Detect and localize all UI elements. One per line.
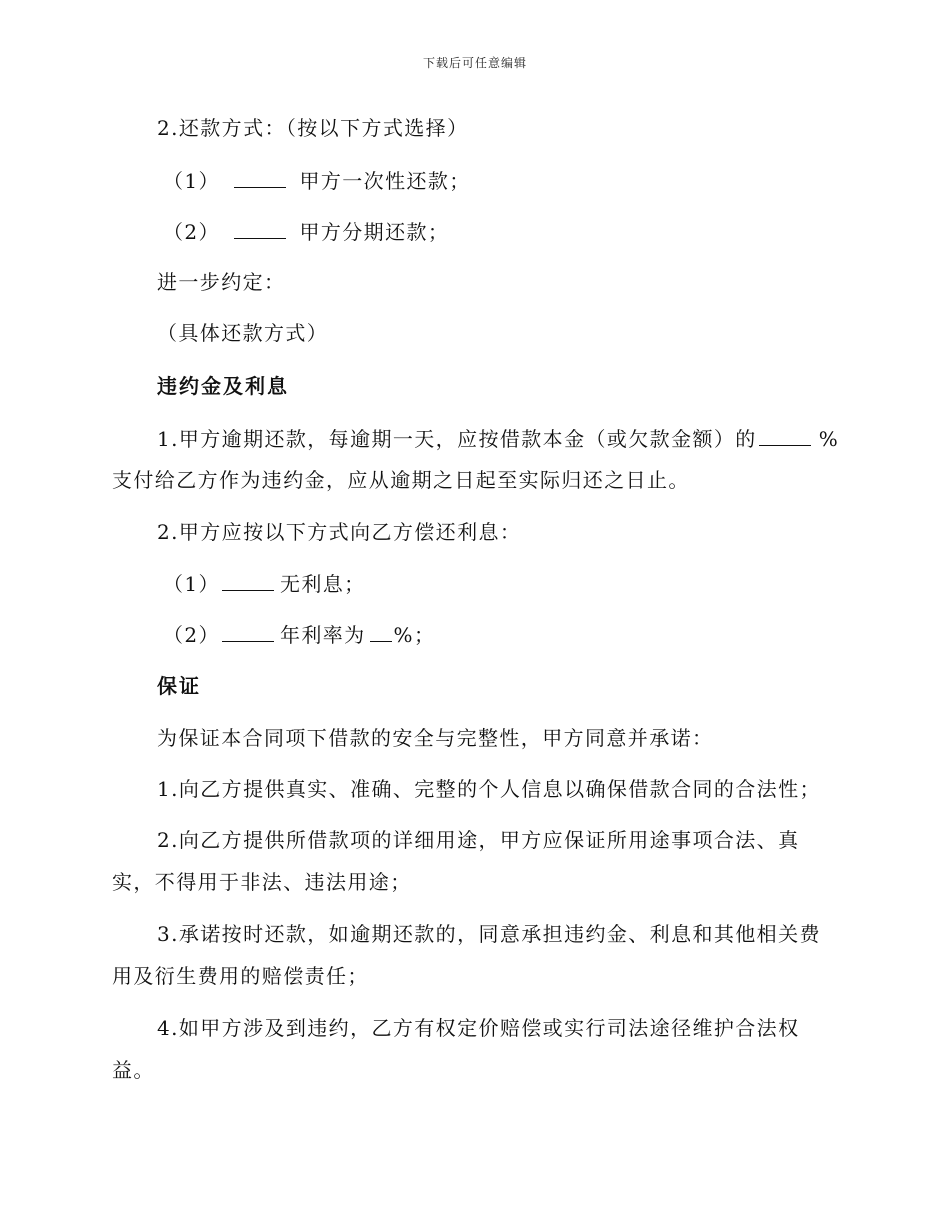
clause-text: 1.甲方逾期还款，每逾期一天，应按借款本金（或欠款金额）的 — [157, 427, 757, 451]
penalty-interest-heading: 违约金及利息 — [157, 374, 289, 398]
penalty-clause-1-line-2: 支付给乙方作为违约金，应从逾期之日起至实际归还之日止。 — [112, 468, 690, 492]
fill-in-blank[interactable] — [234, 167, 286, 188]
interest-option-2 — [163, 621, 893, 648]
annual-rate-blank[interactable] — [370, 621, 392, 642]
guarantee-item-2-line-1: 2.向乙方提供所借款项的详细用途，甲方应保证所用途事项合法、真 — [157, 828, 800, 852]
option-number: （2） — [163, 220, 220, 244]
further-agreement-label: 进一步约定： — [157, 270, 286, 294]
percent-unit: %； — [393, 623, 436, 647]
option-number: （2） — [163, 623, 220, 647]
guarantee-intro: 为保证本合同项下借款的安全与完整性，甲方同意并承诺： — [157, 726, 714, 750]
interest-clause-2: 2.甲方应按以下方式向乙方偿还利息： — [157, 520, 522, 544]
repayment-option-1 — [163, 167, 893, 194]
page-header-note: 下载后可任意编辑 — [422, 56, 527, 70]
option-text: 甲方分期还款； — [299, 220, 450, 244]
fill-in-blank[interactable] — [222, 621, 274, 642]
guarantee-item-2-line-2: 实，不得用于非法、违法用途； — [112, 870, 412, 894]
option-number: （1） — [163, 169, 220, 193]
guarantee-item-4-line-1: 4.如甲方涉及到违约，乙方有权定价赔偿或实行司法途径维护合法权 — [157, 1016, 800, 1040]
guarantee-item-4-line-2: 益。 — [112, 1058, 155, 1082]
guarantee-item-3-line-1: 3.承诺按时还款，如逾期还款的，同意承担违约金、利息和其他相关费 — [157, 922, 821, 946]
option-text: 年利率为 — [279, 623, 366, 647]
fill-in-blank[interactable] — [234, 218, 286, 239]
repayment-option-2 — [163, 218, 893, 245]
penalty-rate-blank[interactable] — [759, 425, 811, 446]
interest-option-1 — [163, 570, 893, 597]
guarantee-item-3-line-2: 用及衍生费用的赔偿责任； — [112, 964, 369, 988]
option-text: 甲方一次性还款； — [299, 169, 471, 193]
percent-unit: % — [818, 427, 840, 451]
option-number: （1） — [163, 572, 220, 596]
specific-repayment-method: （具体还款方式） — [157, 321, 329, 345]
repayment-method-title: 2.还款方式：（按以下方式选择） — [157, 116, 469, 140]
guarantee-item-1: 1.向乙方提供真实、准确、完整的个人信息以确保借款合同的合法性； — [157, 777, 821, 801]
option-text: 无利息； — [279, 572, 366, 596]
fill-in-blank[interactable] — [222, 570, 274, 591]
guarantee-heading: 保证 — [157, 674, 201, 698]
penalty-clause-1-line-1 — [157, 425, 887, 452]
